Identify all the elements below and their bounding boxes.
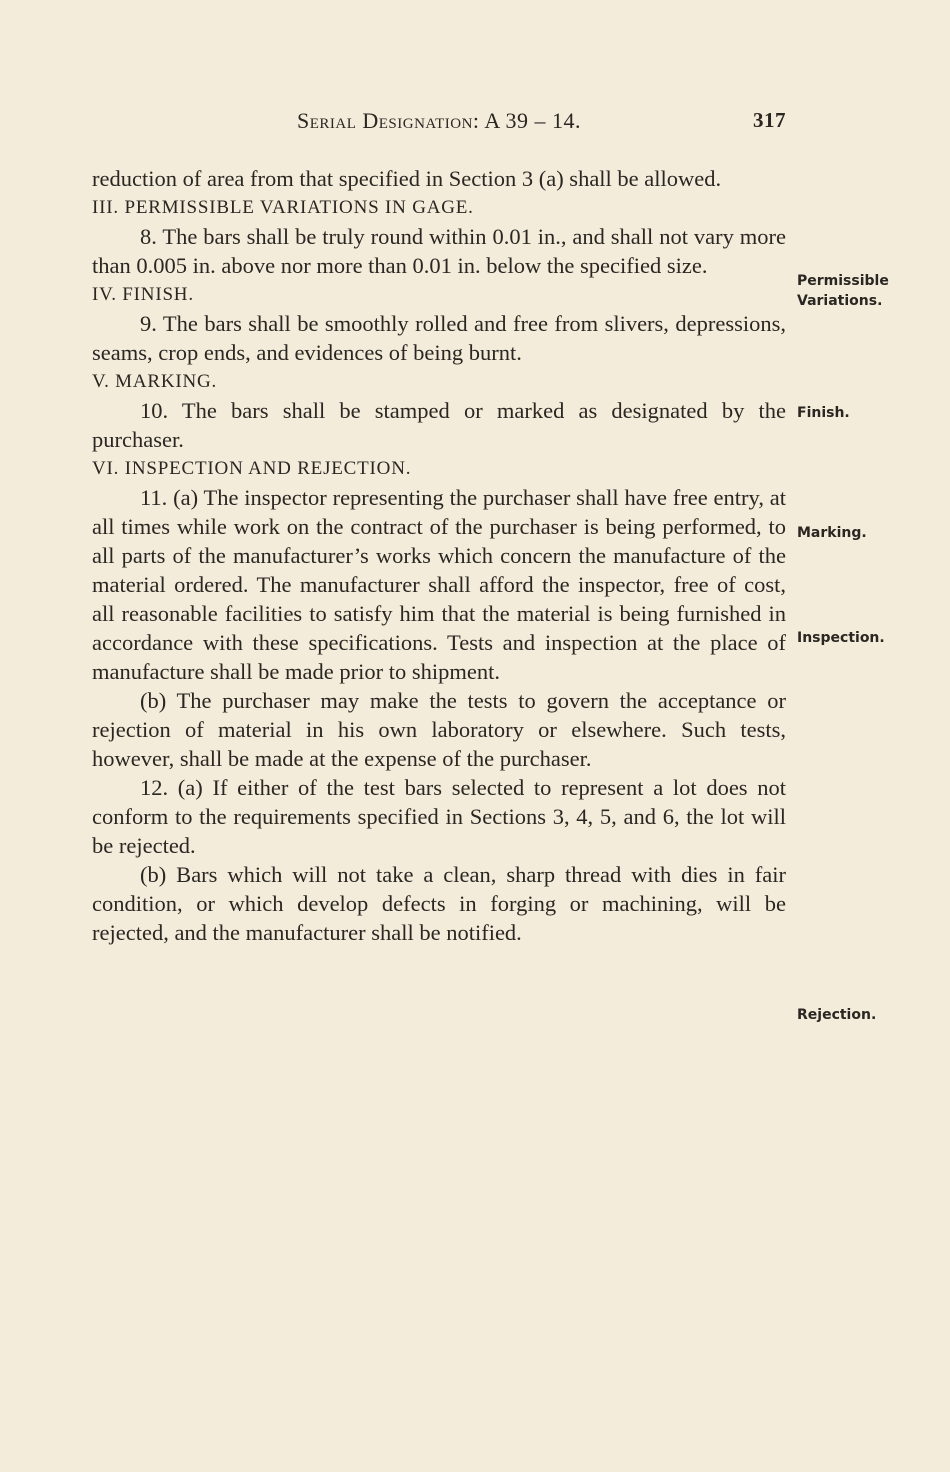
paragraph-section-12a: 12. (a) If either of the test bars selected to represent a lot does not conform to the requirements specified in Sections 3, 4, 5, and 6, the lot will be rejected. [92,775,786,858]
heading-marking: V. MARKING. [92,371,218,392]
page-number: 317 [753,108,786,132]
heading-gage: III. PERMISSIBLE VARIATIONS IN GAGE. [92,197,474,218]
side-note-permissible: Permissible [797,273,889,289]
paragraph-section-9: 9. The bars shall be smoothly rolled and free from slivers, depressions, seams, crop ends, and evidences of being burnt. [92,311,786,365]
paragraph-section-11b: (b) The purchaser may make the tests to govern the acceptance or rejection of material in his own laboratory or elsewhere. Such tests, however, shall be made at the expense of the purchaser. [92,688,786,771]
paragraph-section-8: 8. The bars shall be truly round within 0.01 in., and shall not vary more than 0.005 in. above nor more than 0.01 in. below the specified size. [92,224,786,278]
side-note-finish: Finish. [797,405,850,421]
header-title: Serial Designation: A 39 – 14. [296,108,581,133]
paragraph-intro: reduction of area from that specified in Section 3 (a) shall be allowed. [92,166,722,191]
paragraph-section-11a: 11. (a) The inspector representing the purchaser shall have free entry, at all times while work on the contract of the purchaser is being performed, to all parts of the manufacturer’s works which concern the manufacture of the material ordered. The manufacturer shall afford the inspector, free of cost, all reasonable facilities to satisfy him that the material is being furnished in accordance with these specifications. Tests and inspection at the place of manufacture shall be made prior to shipment. [92,485,786,684]
side-note-rejection: Rejection. [797,1007,877,1023]
side-note-marking: Marking. [797,525,867,541]
paragraph-section-10: 10. The bars shall be stamped or marked as designated by the purchaser. [92,398,786,452]
heading-inspection: VI. INSPECTION AND REJECTION. [92,458,412,479]
page-body [92,164,786,947]
side-note-inspection: Inspection. [797,630,885,646]
side-note-variations: Variations. [797,293,883,309]
running-header [92,108,786,138]
paragraph-section-12b: (b) Bars which will not take a clean, sharp thread with dies in fair condition, or which develop defects in forging or machining, will be rejected, and the manufacturer shall be notified. [92,862,786,945]
heading-finish: IV. FINISH. [92,284,194,305]
